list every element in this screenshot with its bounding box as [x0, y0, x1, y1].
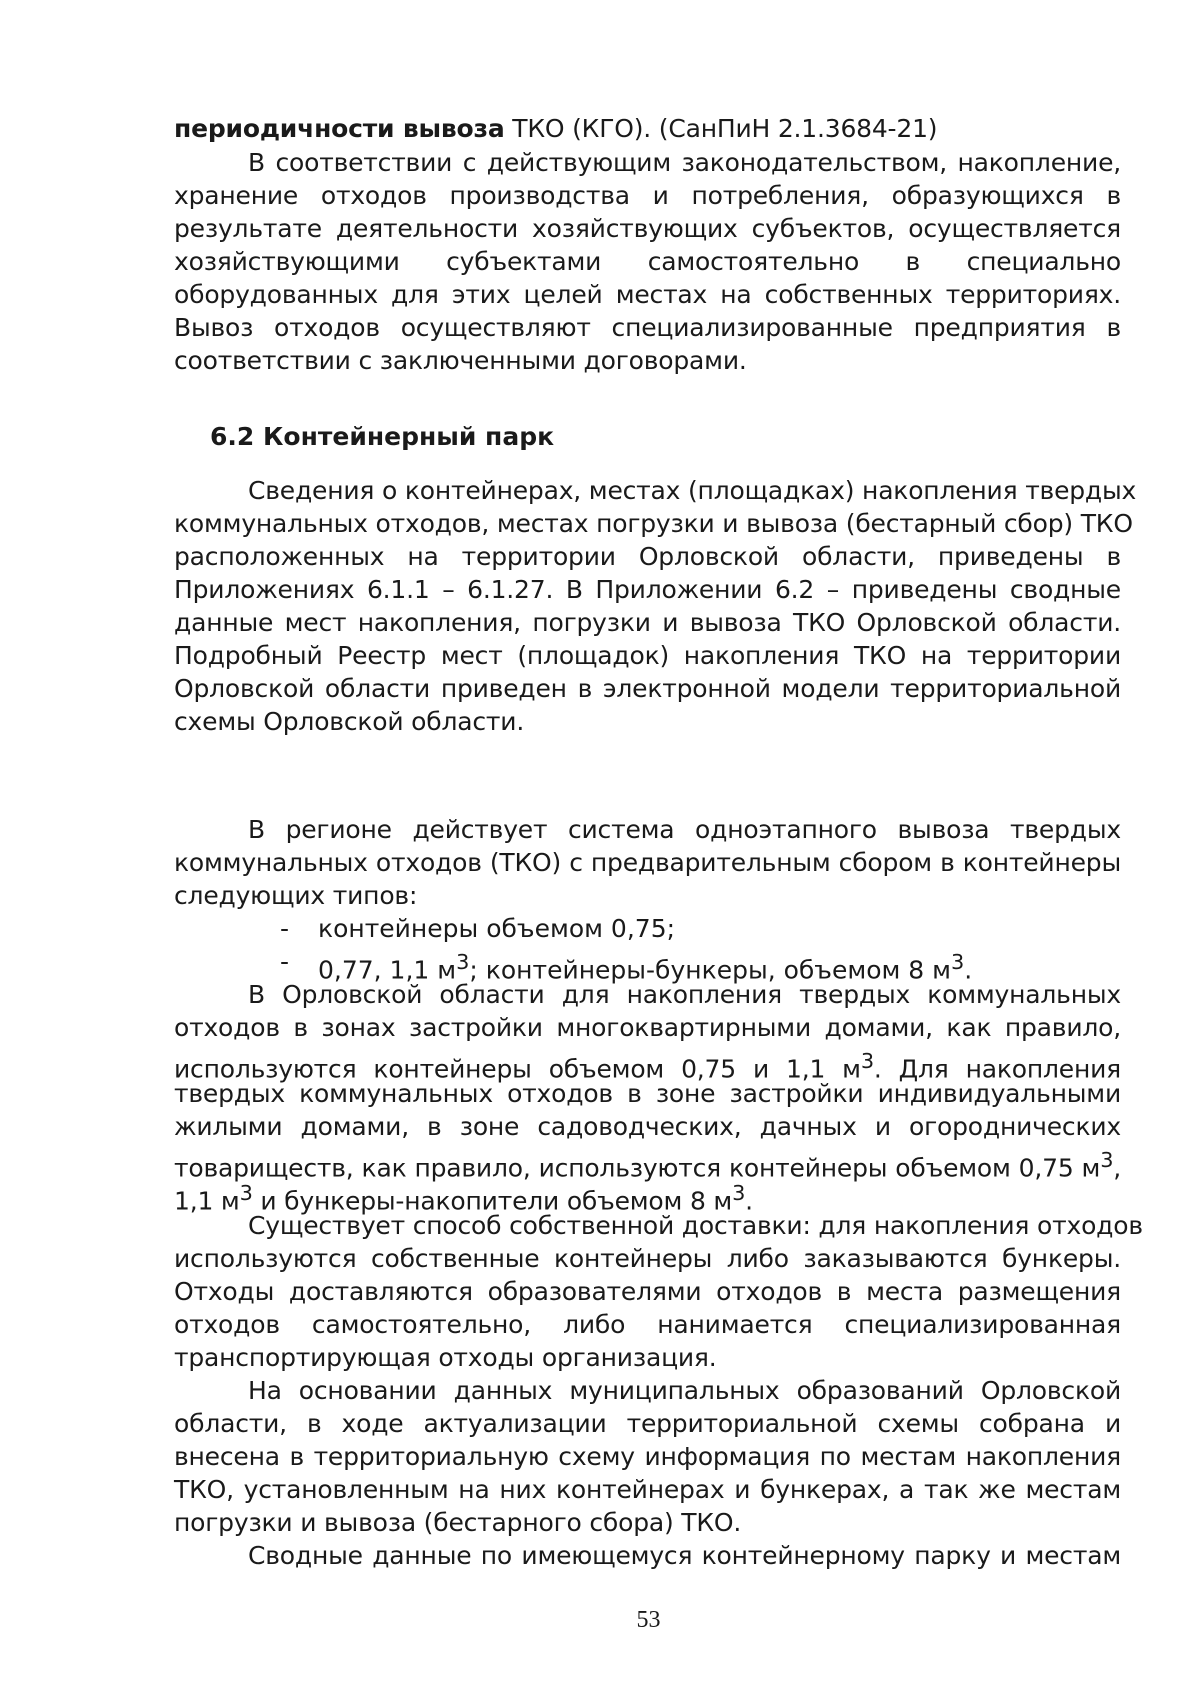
p2-line-1: Сведения о контейнерах, местах (площадках) накопления твердых — [248, 476, 1137, 505]
intro-line — [174, 112, 1121, 146]
p5-line-1: Существует способ собственной доставки: для накопления отходов — [248, 1211, 1143, 1240]
p3-line-3: следующих типов: — [174, 881, 418, 910]
p4-line-6: товариществ, как правило, используются контейнеры объемом 0,75 $м^3$, — [174, 1148, 1121, 1183]
p4-line-1: В Орловской области для накопления твердых коммунальных — [248, 980, 1121, 1009]
p4-line-4: твердых коммунальных отходов в зоне застройки индивидуальными — [174, 1079, 1121, 1108]
p5-line-2: используются собственные контейнеры либо заказываются бункеры. — [174, 1244, 1121, 1273]
intro-text: ТКО (КГО). (СанПиН 2.1.3684-21) — [504, 114, 938, 143]
p1-line-4: хозяйствующими субъектами самостоятельно в специально — [174, 247, 1121, 276]
p1-line-1: В соответствии с действующим законодательством, накопление, — [248, 148, 1121, 177]
p1-line-5: оборудованных для этих целей местах на собственных территориях. — [174, 280, 1121, 309]
p3-line-2: коммунальных отходов (ТКО) с предварительным сбором в контейнеры — [174, 848, 1121, 877]
p2-line-6: Подробный Реестр мест (площадок) накопления ТКО на территории — [174, 641, 1121, 670]
list-item-2: 0,77, 1,1 $м^3$; контейнеры-бункеры, объемом 8 $м^3$. — [318, 950, 973, 985]
list-bullet-1: - — [280, 914, 290, 943]
p3-line-1: В регионе действует система одноэтапного вывоза твердых — [248, 815, 1121, 844]
intro-bold-text: периодичности вывоза — [174, 114, 505, 143]
p5-line-4: отходов самостоятельно, либо нанимается специализированная — [174, 1310, 1121, 1339]
p6-line-1: На основании данных муниципальных образований Орловской — [248, 1376, 1121, 1405]
p2-line-4: Приложениях 6.1.1 – 6.1.27. В Приложении 6.2 – приведены сводные — [174, 575, 1121, 604]
p1-line-3: результате деятельности хозяйствующих субъектов, осуществляется — [174, 214, 1121, 243]
p1-line-7: соответствии с заключенными договорами. — [174, 346, 747, 375]
p1-line-6: Вывоз отходов осуществляют специализированные предприятия в — [174, 313, 1121, 342]
section-heading: 6.2 Контейнерный парк — [210, 422, 555, 451]
p5-line-3: Отходы доставляются образователями отходов в места размещения — [174, 1277, 1121, 1306]
p2-line-7: Орловской области приведен в электронной модели территориальной — [174, 674, 1121, 703]
p1-line-2: хранение отходов производства и потребления, образующихся в — [174, 181, 1121, 210]
p4-line-2: отходов в зонах застройки многоквартирными домами, как правило, — [174, 1013, 1121, 1042]
p6-line-2: области, в ходе актуализации территориальной схемы собрана и — [174, 1409, 1121, 1438]
p2-line-5: данные мест накопления, погрузки и вывоза ТКО Орловской области. — [174, 608, 1121, 637]
list-bullet-2: - — [280, 947, 290, 976]
p4-line-5: жилыми домами, в зоне садоводческих, дачных и огороднических — [174, 1112, 1121, 1141]
p2-line-2: коммунальных отходов, местах погрузки и вывоза (бестарный сбор) ТКО — [174, 509, 1133, 538]
p4-line-3: используются контейнеры объемом 0,75 и 1,1 $м^3$. Для накопления — [174, 1049, 1121, 1084]
p2-line-3: расположенных на территории Орловской области, приведены в — [174, 542, 1121, 571]
p6-line-5: погрузки и вывоза (бестарного сбора) ТКО. — [174, 1508, 742, 1537]
p4-line-7: 1,1 $м^3$ и бункеры-накопители объемом 8 $м^3$. — [174, 1181, 753, 1216]
p2-line-8: схемы Орловской области. — [174, 707, 525, 736]
p6-line-4: ТКО, установленным на них контейнерах и бункерах, а так же местам — [174, 1475, 1121, 1504]
p5-line-5: транспортирующая отходы организация. — [174, 1343, 717, 1372]
page-number: 53 — [636, 1607, 661, 1633]
p7-line-1: Сводные данные по имеющемуся контейнерному парку и местам — [248, 1541, 1121, 1570]
list-item-1: контейнеры объемом 0,75; — [318, 914, 676, 943]
p6-line-3: внесена в территориальную схему информация по местам накопления — [174, 1442, 1121, 1471]
